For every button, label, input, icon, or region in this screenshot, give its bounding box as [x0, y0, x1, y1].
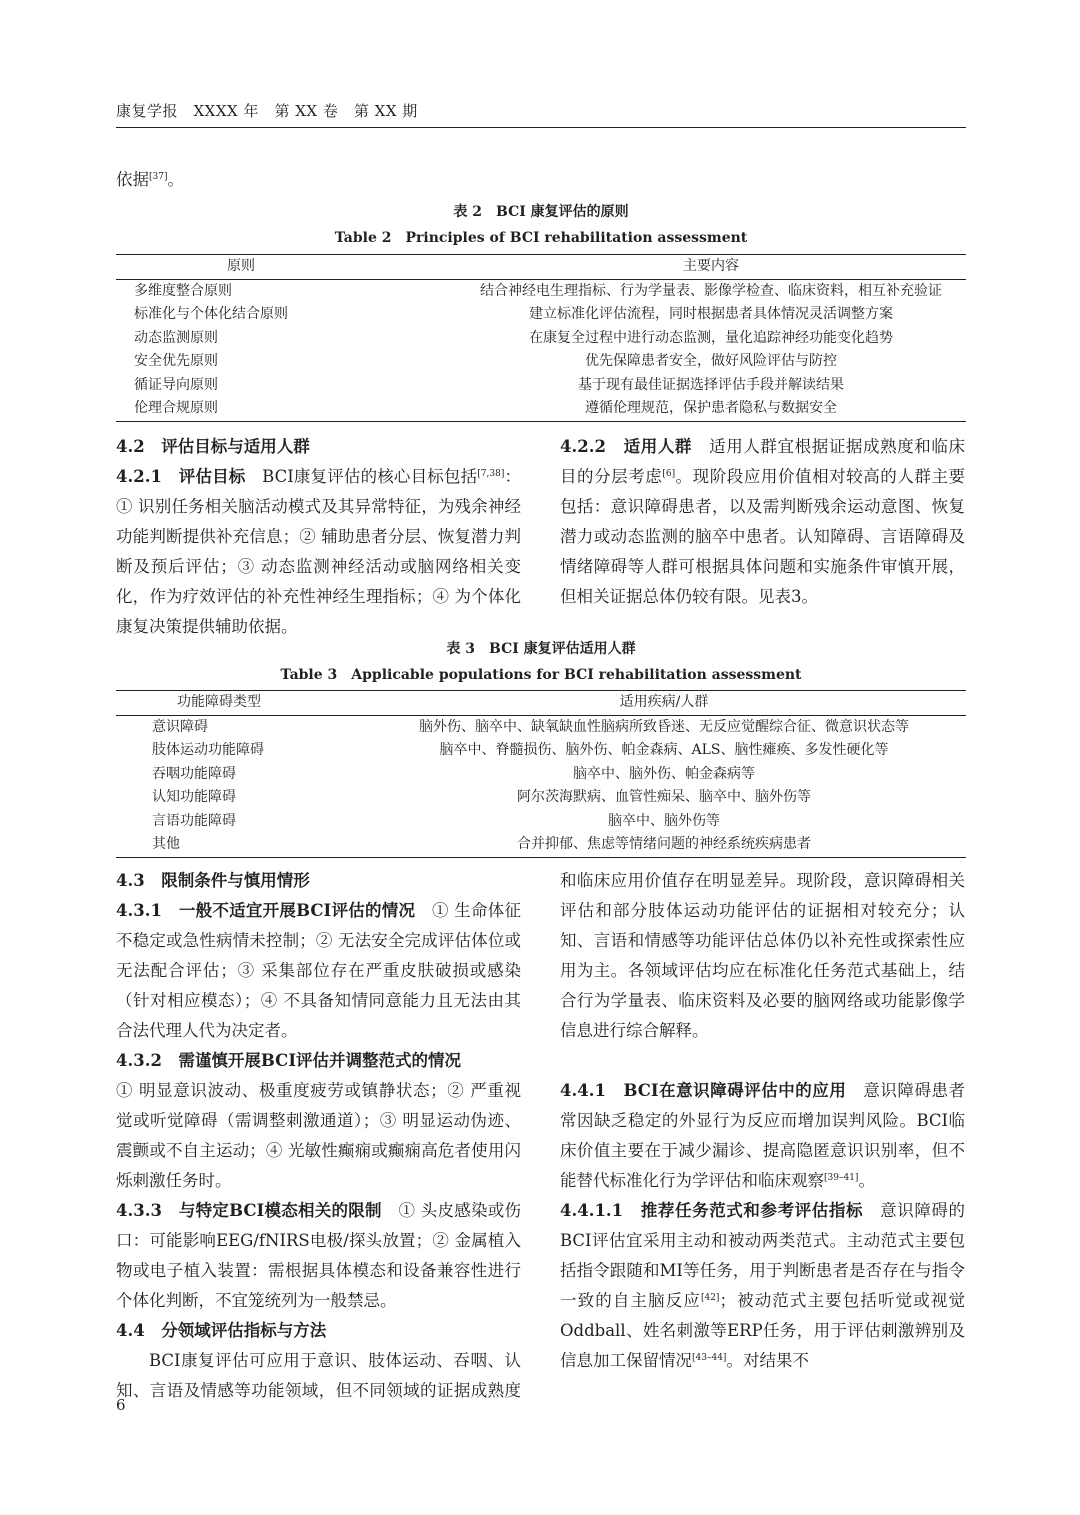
table-cell: 遵循伦理规范，保护患者隐私与数据安全	[366, 397, 966, 421]
section-heading: 4.2 评估目标与适用人群	[116, 437, 310, 456]
paragraph-4-4-1-1	[560, 1196, 965, 1376]
citation: [37]	[149, 172, 168, 182]
paragraph-4-2-1	[116, 462, 521, 642]
section-4-2-left-column	[116, 432, 521, 642]
table-cell: 安全优先原则	[134, 353, 218, 369]
table-cell: 动态监测原则	[134, 329, 218, 346]
table-cell: 认知功能障碍	[152, 789, 236, 805]
table-row	[116, 350, 966, 374]
table-cell: 吞咽功能障碍	[152, 765, 236, 782]
table-row	[116, 786, 966, 810]
paragraph-text: 。现阶段应用价值相对较高的人群主要包括：意识障碍患者，以及需判断残余运动意图、恢复潜力或动态监测的脑卒中患者。认知障碍、言语障碍及情绪障碍等人群可根据具体问题和实施条件审慎开展，但相关证据总体仍较有限。见表3。	[560, 467, 966, 606]
table-row	[116, 397, 966, 421]
paragraph-4-4-intro: BCI康复评估可应用于意识、肢体运动、吞咽、认知、言语及情感等功能领域，但不同领域的证据成熟度	[116, 1351, 521, 1400]
column-header: 原则	[116, 255, 366, 280]
table-row	[116, 303, 966, 327]
citation: [6]	[662, 469, 676, 479]
citation: [39–41]	[824, 1173, 859, 1183]
paragraph-4-4-1	[560, 1076, 965, 1196]
subsection-heading: 4.2.2 适用人群	[560, 437, 693, 456]
page-number: 6	[116, 1396, 126, 1414]
paragraph-4-3-3	[116, 1196, 521, 1316]
table-row	[116, 327, 966, 351]
lead-text: 依据	[116, 170, 149, 189]
paragraph-text: 。对结果不	[726, 1351, 809, 1370]
table-cell: 循证导向原则	[134, 376, 218, 393]
table-cell: 意识障碍	[152, 718, 208, 735]
subsection-heading: 4.2.1 评估目标	[116, 467, 246, 486]
table-cell: 基于现有最佳证据选择评估手段并解读结果	[578, 376, 844, 393]
citation: [42]	[700, 1293, 720, 1303]
section-4-3-left-column	[116, 866, 521, 1406]
paragraph-4-3-1	[116, 896, 521, 1046]
paragraph-4-2-2	[560, 432, 965, 612]
table-row	[116, 739, 966, 763]
column-header: 适用疾病/人群	[322, 691, 966, 716]
section-4-4-right-column	[560, 866, 965, 1376]
paragraph-text: BCI康复评估的核心目标包括	[245, 467, 478, 486]
table-cell: 在康复全过程中进行动态监测，量化追踪神经功能变化趋势	[529, 329, 893, 346]
table-row	[116, 810, 966, 834]
subsection-heading: 4.4.1 BCI在意识障碍评估中的应用	[560, 1081, 847, 1100]
subsection-heading: 4.4.1.1 推荐任务范式和参考评估指标	[560, 1201, 864, 1220]
section-heading: 4.4 分领域评估指标与方法	[116, 1321, 327, 1340]
table-row	[116, 374, 966, 398]
paragraph-text: ：① 识别任务相关脑活动模式及其异常特征，为残余神经功能判断提供补充信息；② 辅助患者分层、恢复潜力判断及预后评估；③ 动态监测神经活动或脑网络相关变化，作为疗效评估的补充性神经生理指标；④ 为个体化康复决策提供辅助依据。	[116, 467, 522, 636]
table-cell: 建立标准化评估流程，同时根据患者具体情况灵活调整方案	[529, 306, 893, 322]
paragraph-text: 。	[858, 1171, 875, 1190]
table-cell: 其他	[116, 833, 322, 857]
paragraph-text: 适用人群宜根据证据成熟度和临床目的分层考虑	[560, 437, 966, 486]
table2-title-en: Table 2 Principles of BCI rehabilitation assessment	[334, 230, 748, 246]
citation: [7,38]	[477, 469, 505, 479]
table-cell: 脑卒中、脊髓损伤、脑外伤、帕金森病、ALS、脑性瘫痪、多发性硬化等	[439, 742, 889, 758]
table-cell: 多维度整合原则	[134, 282, 232, 299]
table3	[116, 690, 966, 858]
table-row	[116, 279, 966, 303]
paragraph-4-3-2-heading	[116, 1046, 521, 1076]
table-cell: 标准化与个体化结合原则	[134, 306, 288, 322]
table-cell: 伦理合规原则	[116, 397, 366, 421]
paragraph-4-4-intro-continued	[560, 866, 965, 1076]
section-heading: 4.3 限制条件与慎用情形	[116, 871, 310, 890]
table-cell: 结合神经电生理指标、行为学量表、影像学检查、临床资料，相互补充验证	[480, 282, 942, 299]
table-cell: 优先保障患者安全，做好风险评估与防控	[585, 353, 837, 369]
table-cell: 合并抑郁、焦虑等情绪问题的神经系统疾病患者	[322, 833, 966, 857]
paragraph-text: ① 头皮感染或伤口：可能影响EEG/fNIRS电极/探头放置；② 金属植入物或电子植入装置：需根据具体模态和设备兼容性进行个体化判断，不宜笼统列为一般禁忌。	[116, 1201, 521, 1310]
paragraph-text: 意识障碍患者常因缺乏稳定的外显行为反应而增加误判风险。BCI临床价值主要在于减少漏诊、提高隐匿意识识别率，但不能替代标准化行为学评估和临床观察	[560, 1081, 965, 1190]
running-header: 康复学报 XXXX 年 第 XX 卷 第 XX 期	[116, 102, 418, 120]
column-header: 功能障碍类型	[116, 691, 322, 716]
paragraph-text: 意识障碍的BCI评估宜采用主动和被动两类范式。主动范式主要包括指令跟随和MI等任务，用于判断患者是否存在与指令一致的自主脑反应	[560, 1201, 966, 1310]
paragraph-text: ；被动范式主要包括听觉或视觉Oddball、姓名刺激等ERP任务，用于评估刺激辨别及信息加工保留情况	[560, 1291, 966, 1370]
table3-title-cn: 表 3 BCI 康复评估适用人群	[446, 641, 636, 657]
table-header-row	[116, 255, 966, 280]
subsection-heading: 4.3.2 需谨慎开展BCI评估并调整范式的情况	[116, 1051, 462, 1070]
subsection-heading: 4.3.1 一般不适宜开展BCI评估的情况	[116, 901, 416, 920]
lead-paragraph	[116, 165, 184, 195]
table3-title-en: Table 3 Applicable populations for BCI rehabilitation assessment	[280, 667, 802, 683]
header-rule	[116, 127, 966, 128]
paragraph-text: ① 生命体征不稳定或急性病情未控制；② 无法安全完成评估体位或无法配合评估；③ 采集部位存在严重皮肤破损或感染（针对相应模态）；④ 不具备知情同意能力且无法由其合法代理人代为决定者。	[116, 901, 521, 1040]
table2-title-cn: 表 2 BCI 康复评估的原则	[453, 204, 629, 220]
section-4-2-right-column	[560, 432, 965, 612]
table2	[116, 254, 966, 422]
table-cell: 阿尔茨海默病、血管性痴呆、脑卒中、脑外伤等	[517, 789, 811, 805]
citation: [43–44]	[692, 1353, 727, 1363]
lead-tail: 。	[167, 170, 184, 189]
table-cell: 脑卒中、脑外伤等	[608, 812, 720, 829]
subsection-heading: 4.3.3 与特定BCI模态相关的限制	[116, 1201, 382, 1220]
table-cell: 脑卒中、脑外伤、帕金森病等	[573, 765, 755, 782]
table-cell: 脑外伤、脑卒中、缺氧缺血性脑病所致昏迷、无反应觉醒综合征、微意识状态等	[419, 718, 909, 735]
table-row	[116, 833, 966, 857]
table-row	[116, 763, 966, 787]
paragraph-text: 和临床应用价值存在明显差异。现阶段，意识障碍相关评估和部分肢体运动功能评估的证据相对较充分；认知、言语和情感等功能评估总体仍以补充性或探索性应用为主。各领域评估均应在标准化任务范式基础上，结合行为学量表、临床资料及必要的脑网络或功能影像学信息进行综合解释。	[560, 871, 965, 1040]
table-header-row	[116, 691, 966, 716]
table-cell: 言语功能障碍	[152, 812, 236, 829]
paragraph-4-3-2: ① 明显意识波动、极重度疲劳或镇静状态；② 严重视觉或听觉障碍（需调整刺激通道）；③ 明显运动伪迹、震颤或不自主运动；④ 光敏性癫痫或癫痫高危者使用闪烁刺激任务时。	[116, 1081, 521, 1190]
table-cell: 肢体运动功能障碍	[152, 742, 264, 758]
column-header: 主要内容	[366, 255, 966, 280]
table-row	[116, 715, 966, 739]
